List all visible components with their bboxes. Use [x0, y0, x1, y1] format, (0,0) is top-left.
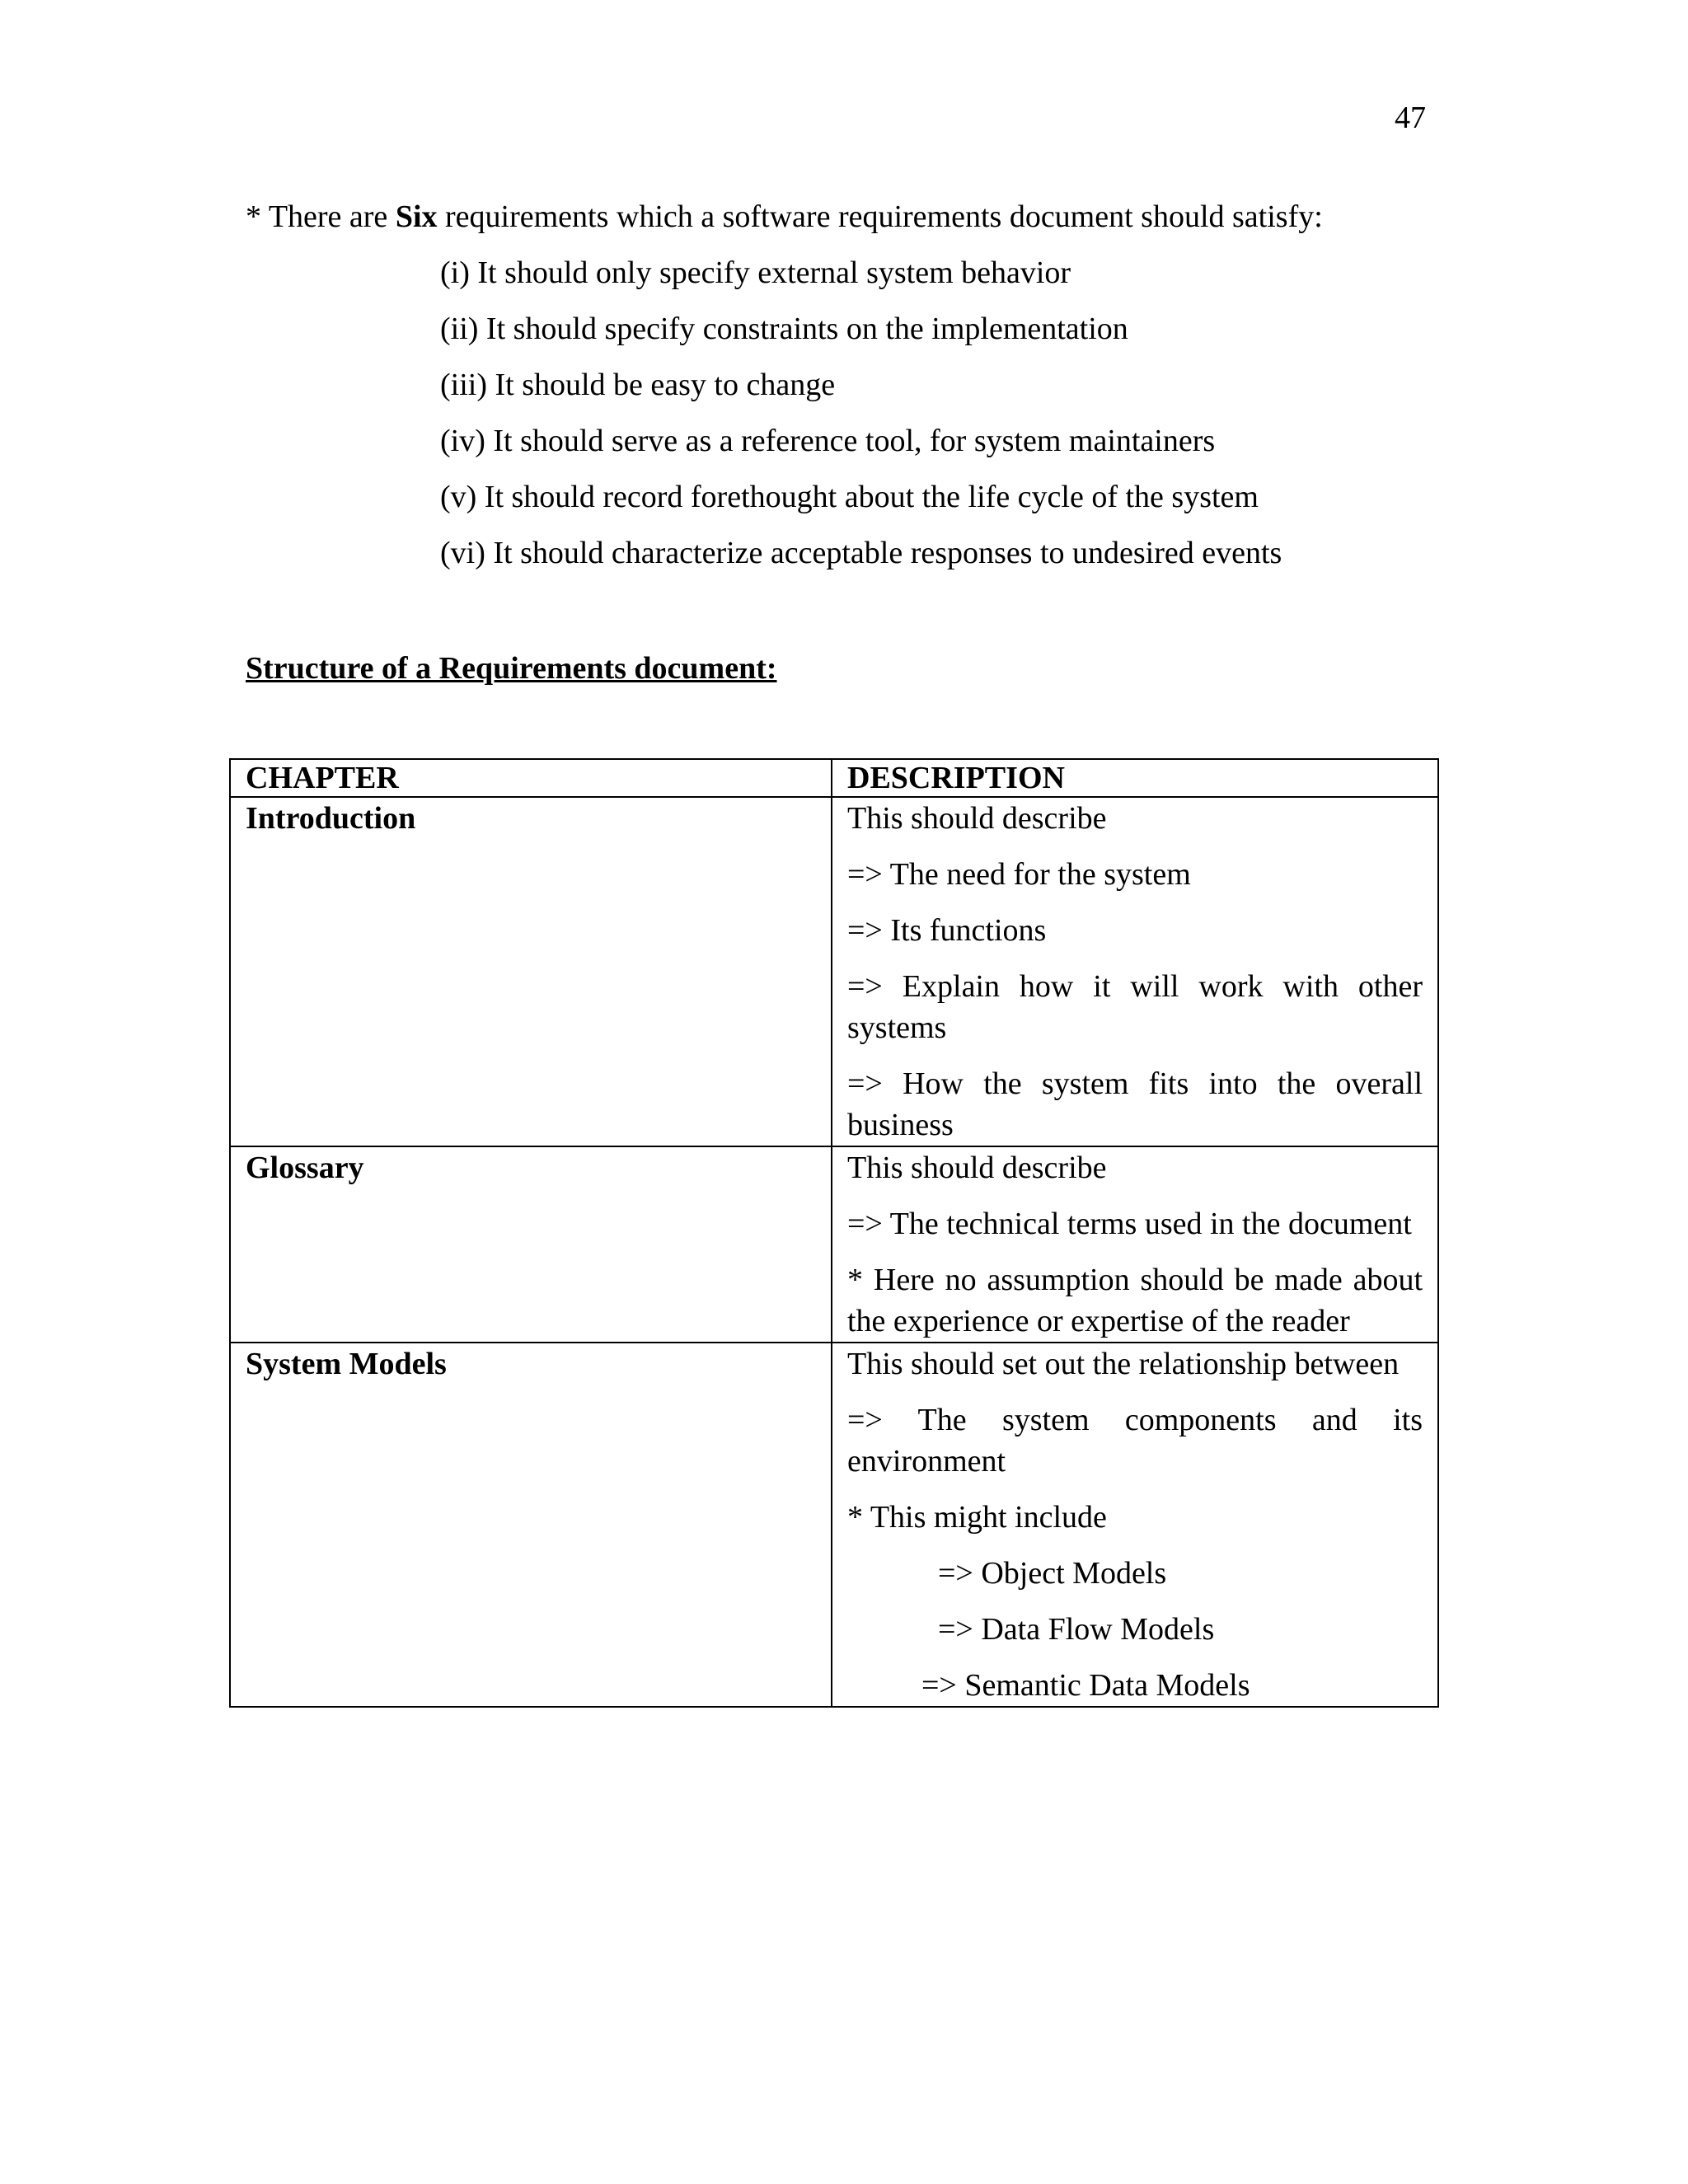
description-cell — [832, 1343, 1438, 1707]
description-line: This should describe — [847, 801, 1107, 836]
requirement-item: (vi) It should characterize acceptable responses to undesired events — [440, 536, 1282, 570]
column-header-description: DESCRIPTION — [832, 759, 1438, 797]
description-line: => Explain how it will work with other systems — [847, 969, 1423, 1045]
description-line: => Data Flow Models — [938, 1612, 1215, 1647]
chapter-cell: Glossary — [230, 1146, 832, 1343]
page-number: 47 — [1395, 101, 1426, 135]
description-line: * Here no assumption should be made about the experience or expertise of the reader — [847, 1263, 1423, 1338]
table-header-row — [230, 759, 1438, 797]
description-line: => The need for the system — [847, 857, 1191, 892]
description-line: This should describe — [847, 1151, 1107, 1185]
description-line: * This might include — [847, 1500, 1107, 1535]
column-header-chapter: CHAPTER — [230, 759, 832, 797]
chapter-cell: Introduction — [230, 797, 832, 1146]
table-row — [230, 1146, 1438, 1343]
table-row — [230, 1343, 1438, 1707]
intro-sentence — [246, 196, 1323, 237]
section-heading: Structure of a Requirements document: — [246, 651, 777, 686]
description-cell — [832, 797, 1438, 1146]
description-line: => The technical terms used in the document — [847, 1207, 1412, 1241]
chapter-cell: System Models — [230, 1343, 832, 1707]
description-line: => The system components and its environment — [847, 1403, 1423, 1479]
description-line: => Object Models — [938, 1556, 1167, 1591]
description-cell — [832, 1146, 1438, 1343]
intro-bold-count: Six — [395, 199, 438, 234]
requirement-item: (v) It should record forethought about the life cycle of the system — [440, 480, 1259, 514]
table-row — [230, 797, 1438, 1146]
requirement-item: (ii) It should specify constraints on the implementation — [440, 312, 1128, 346]
requirements-list — [440, 252, 1282, 588]
description-line: => Its functions — [847, 913, 1047, 948]
requirement-item: (iv) It should serve as a reference tool, for system maintainers — [440, 424, 1216, 458]
intro-prefix: * There are — [246, 199, 396, 234]
requirement-item: (i) It should only specify external system behavior — [440, 255, 1071, 290]
structure-table — [229, 758, 1439, 1708]
requirement-item: (iii) It should be easy to change — [440, 368, 836, 402]
intro-suffix: requirements which a software requirements document should satisfy: — [437, 199, 1323, 234]
description-line: => Semantic Data Models — [921, 1668, 1250, 1703]
description-line: => How the system fits into the overall business — [847, 1066, 1423, 1142]
description-line: This should set out the relationship between — [847, 1347, 1400, 1381]
